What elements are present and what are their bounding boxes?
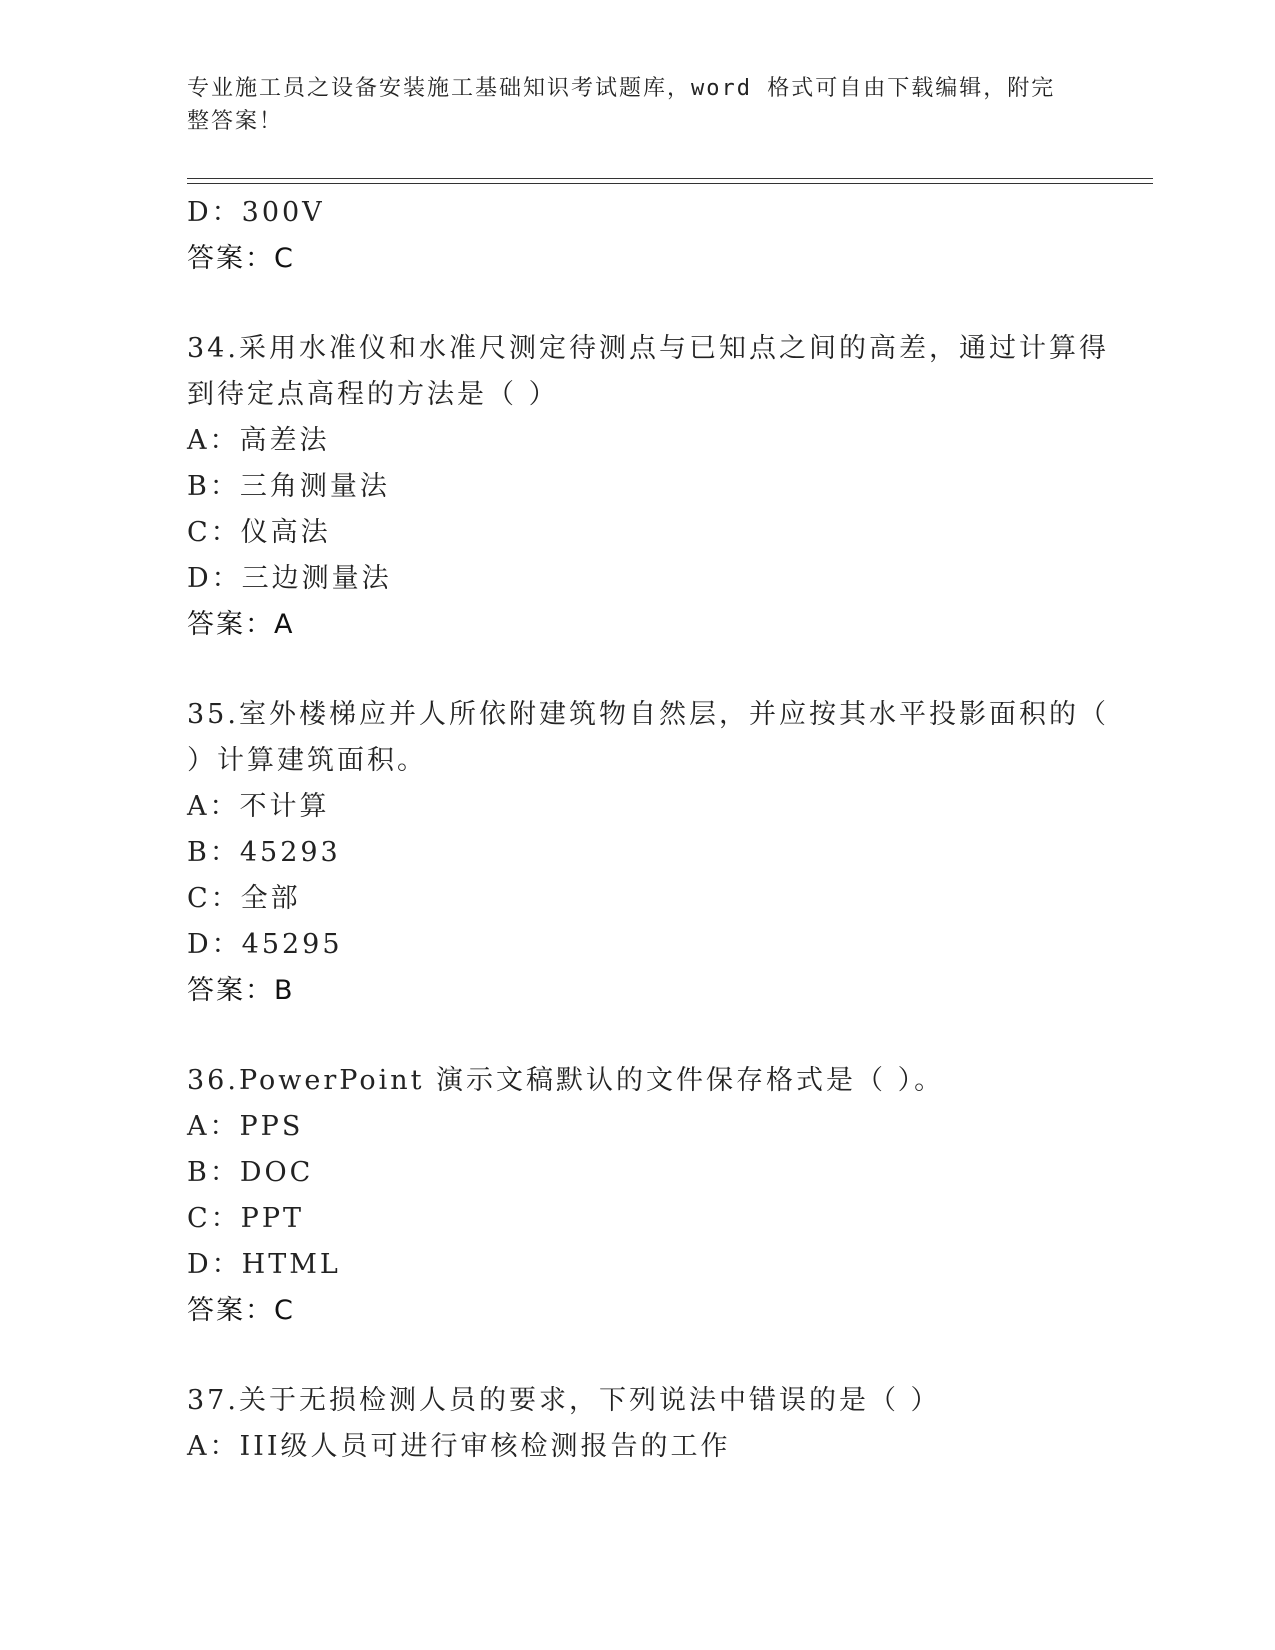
question-37 [187, 1378, 1087, 1470]
spacer [187, 282, 1087, 326]
question-35 [187, 692, 1109, 1014]
question-36 [187, 1058, 1087, 1334]
option-c: C：PPT [187, 1203, 305, 1234]
option-d: D：三边测量法 [187, 563, 392, 594]
document-header [187, 72, 1087, 138]
option-d: D：HTML [187, 1249, 341, 1280]
spacer [187, 648, 1087, 692]
header-rule-top [187, 178, 1153, 179]
option-d: D：45295 [187, 929, 343, 960]
question-stem-cont: ）计算建筑面积。 [187, 745, 427, 776]
option-a: A：PPS [187, 1111, 304, 1142]
question-list [187, 190, 1109, 1470]
question-stem: 35.室外楼梯应并人所依附建筑物自然层，并应按其水平投影面积的（ [187, 699, 1109, 730]
option-b: B：三角测量法 [187, 471, 390, 502]
header-line-2: 整答案！ [187, 109, 284, 134]
option-b: B：45293 [187, 837, 341, 868]
answer: 答案：B [187, 975, 295, 1006]
spacer [187, 1014, 1087, 1058]
answer: 答案：A [187, 609, 295, 640]
question-stem: 34.采用水准仪和水准尺测定待测点与已知点之间的高差，通过计算得 [187, 333, 1109, 364]
option-a: A：不计算 [187, 791, 330, 822]
question-stem: 36.PowerPoint 演示文稿默认的文件保存格式是（ ）。 [187, 1065, 945, 1096]
spacer [187, 1334, 1087, 1378]
option-a: A：III级人员可进行审核检测报告的工作 [187, 1431, 731, 1462]
question-stem-cont: 到待定点高程的方法是（ ） [187, 379, 559, 410]
option-a: A：高差法 [187, 425, 330, 456]
prev-answer: 答案：C [187, 243, 295, 274]
option-c: C：仪高法 [187, 517, 331, 548]
prev-option-d: D：300V [187, 197, 325, 228]
answer: 答案：C [187, 1295, 295, 1326]
header-rule-bottom [187, 183, 1153, 184]
option-c: C：全部 [187, 883, 301, 914]
header-line-1: 专业施工员之设备安装施工基础知识考试题库，word 格式可自由下载编辑，附完 [187, 76, 1056, 101]
question-stem: 37.关于无损检测人员的要求，下列说法中错误的是（ ） [187, 1385, 941, 1416]
question-34 [187, 326, 1109, 648]
option-b: B：DOC [187, 1157, 314, 1188]
